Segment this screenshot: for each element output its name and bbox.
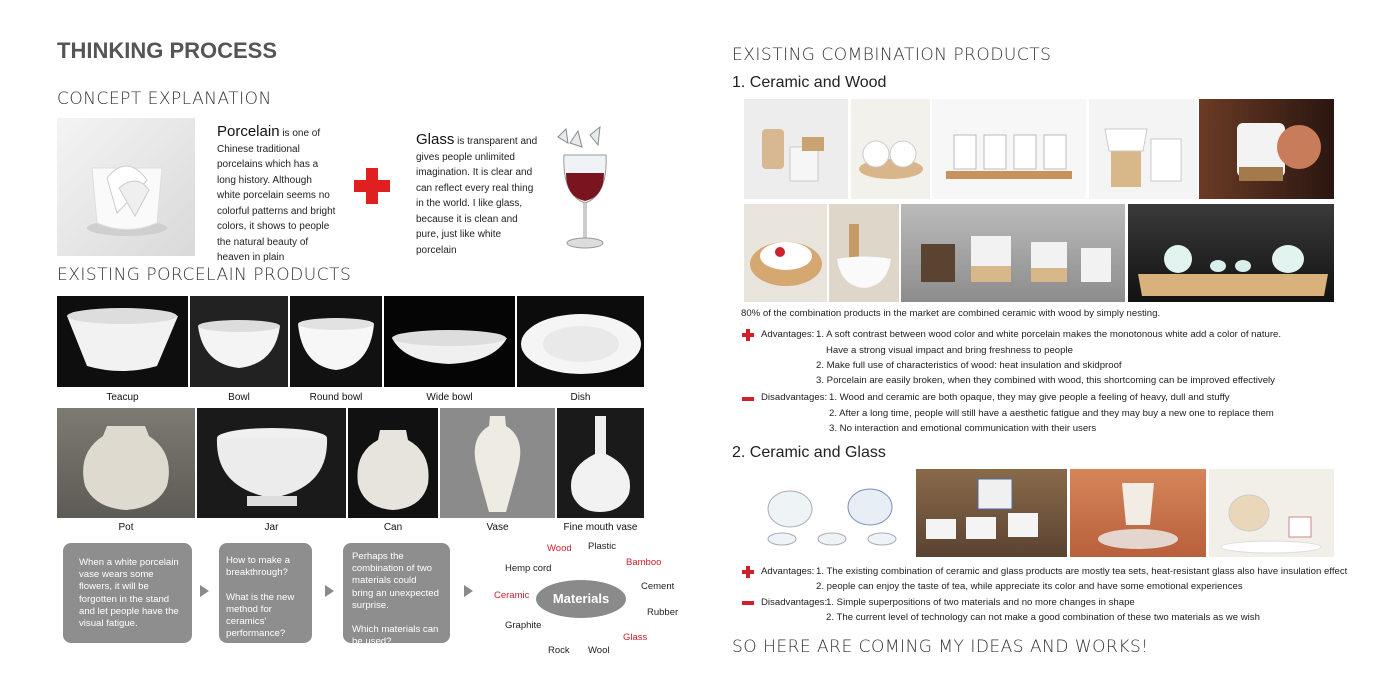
advantage-1-1: 1. A soft contrast between wood color and white porcelain makes the monotonous white add a color of nature. <box>816 329 1282 340</box>
porcelain-text: is one of Chinese traditional porcelains which has a long history. Although white porcelain seems no colorful patterns and bright colors, it shows to people the natural beauty of heaven in plain <box>217 128 336 263</box>
materials-label: Materials <box>552 591 610 606</box>
material-wood: Wood <box>547 543 572 554</box>
concept-heading: CONCEPT EXPLANATION <box>57 89 272 109</box>
advantage-1-2: 2. Make full use of characteristics of wood: heat insulation and skidproof <box>816 360 1122 371</box>
caption-fine-mouth-vase: Fine mouth vase <box>563 522 638 533</box>
bowl-photo <box>190 296 288 387</box>
caption-round-bowl: Round bowl <box>309 392 363 403</box>
disadvantage-2-1: 1. Simple superpositions of two materials and no more changes in shape <box>826 597 1135 608</box>
flow-arrow-2 <box>325 585 334 597</box>
glass-photo-4 <box>1209 469 1334 557</box>
porcelain-keyword: Porcelain <box>217 123 280 140</box>
caption-wide-bowl: Wide bowl <box>426 392 473 403</box>
disadvantage-minus-icon-2 <box>742 601 754 605</box>
glass-paragraph <box>416 132 538 258</box>
material-cement: Cement <box>641 581 675 592</box>
porcelain-paragraph <box>217 124 337 266</box>
disadvantages-label-1: Disadvantages: <box>761 392 828 403</box>
disadvantages-label-2: Disadvantages: <box>761 597 828 608</box>
wood-photo-1 <box>744 99 848 199</box>
fine-mouth-vase-photo <box>557 408 644 518</box>
flow-box-idea: Perhaps the combination of two materials could bring an unexpected surprise. Which materials can be used? <box>343 543 450 643</box>
section-ceramic-glass: 2. Ceramic and Glass <box>732 444 886 461</box>
glass-photo-1 <box>752 469 912 557</box>
caption-bowl: Bowl <box>228 392 250 403</box>
flow-arrow-3 <box>464 585 473 597</box>
material-bamboo: Bamboo <box>626 557 662 568</box>
caption-dish: Dish <box>570 392 591 403</box>
advantage-2-1: 1. The existing combination of ceramic and glass products are mostly tea sets, heat-resistant glass also have insulation effect <box>816 566 1348 577</box>
material-rock: Rock <box>548 645 570 656</box>
disadvantage-1-2: 2. After a long time, people will still have a aesthetic fatigue and they may buy a new one to replace them <box>829 408 1274 419</box>
glass-keyword: Glass <box>416 131 455 148</box>
plus-icon <box>354 168 390 204</box>
wine-glass-image <box>550 125 620 253</box>
flow-box-problem: When a white porcelain vase wears some flowers, it will be forgotten in the stand and let people have the visual fatigue. <box>63 543 192 643</box>
wood-photo-7 <box>829 204 899 302</box>
disadvantage-1-3: 3. No interaction and emotional communication with their users <box>829 423 1097 434</box>
porcelain-products-heading: EXISTING PORCELAIN PRODUCTS <box>57 265 352 285</box>
round-bowl-photo <box>290 296 382 387</box>
material-graphite: Graphite <box>505 620 542 631</box>
material-wool: Wool <box>588 645 610 656</box>
material-glass: Glass <box>623 632 648 643</box>
caption-vase: Vase <box>486 522 509 533</box>
caption-jar: Jar <box>264 522 279 533</box>
wood-photo-6 <box>744 204 827 302</box>
advantages-label-2: Advantages: <box>761 566 815 577</box>
wide-bowl-photo <box>384 296 515 387</box>
can-photo <box>348 408 438 518</box>
caption-can: Can <box>383 522 403 533</box>
vase-photo <box>440 408 555 518</box>
material-hemp-cord: Hemp cord <box>505 563 552 574</box>
page-title: THINKING PROCESS <box>57 38 278 63</box>
combination-heading: EXISTING COMBINATION PRODUCTS <box>732 45 1052 65</box>
advantage-1-1b: Have a strong visual impact and bring freshness to people <box>826 345 1073 356</box>
jar-photo <box>197 408 346 518</box>
advantage-1-3: 3. Porcelain are easily broken, when they combined with wood, this shortcoming can be improved effectively <box>816 375 1275 386</box>
wood-photo-4 <box>1089 99 1197 199</box>
advantage-plus-icon-2 <box>742 566 754 578</box>
teacup-photo <box>57 296 188 387</box>
combination-summary: 80% of the combination products in the market are combined ceramic with wood by simply nesting. <box>741 308 1161 319</box>
pot-photo <box>57 408 195 518</box>
advantage-2-2: 2. people can enjoy the taste of tea, while appreciate its color and have some emotional experiences <box>816 581 1243 592</box>
wood-photo-5 <box>1199 99 1334 199</box>
porcelain-cup-image <box>57 118 195 256</box>
glass-photo-2 <box>916 469 1067 557</box>
wood-photo-8 <box>901 204 1125 302</box>
dish-photo <box>517 296 644 387</box>
advantage-plus-icon <box>742 329 754 341</box>
caption-pot: Pot <box>118 522 134 533</box>
flow-arrow-1 <box>200 585 209 597</box>
closing-heading: SO HERE ARE COMING MY IDEAS AND WORKS! <box>732 637 1149 657</box>
wood-photo-3 <box>932 99 1086 199</box>
material-rubber: Rubber <box>647 607 679 618</box>
flow-box-question: How to make a breakthrough? What is the new method for ceramics' performance? <box>219 543 312 643</box>
wood-photo-9 <box>1128 204 1334 302</box>
section-ceramic-wood: 1. Ceramic and Wood <box>732 74 887 91</box>
wood-photo-2 <box>851 99 930 199</box>
disadvantage-1-1: 1. Wood and ceramic are both opaque, they may give people a feeling of heavy, dull and stuffy <box>829 392 1230 403</box>
material-plastic: Plastic <box>588 541 616 552</box>
disadvantage-2-2: 2. The current level of technology can not make a good combination of these two materials as we wish <box>826 612 1260 623</box>
glass-text: is transparent and gives people unlimited imagination. It is clear and can reflect every real thing in the world. I like glass, because it is clean and pure, just like white porcelain <box>416 136 538 256</box>
caption-teacup: Teacup <box>106 392 139 403</box>
glass-photo-3 <box>1070 469 1206 557</box>
material-ceramic: Ceramic <box>494 590 530 601</box>
advantages-label-1: Advantages: <box>761 329 815 340</box>
disadvantage-minus-icon <box>742 397 754 401</box>
